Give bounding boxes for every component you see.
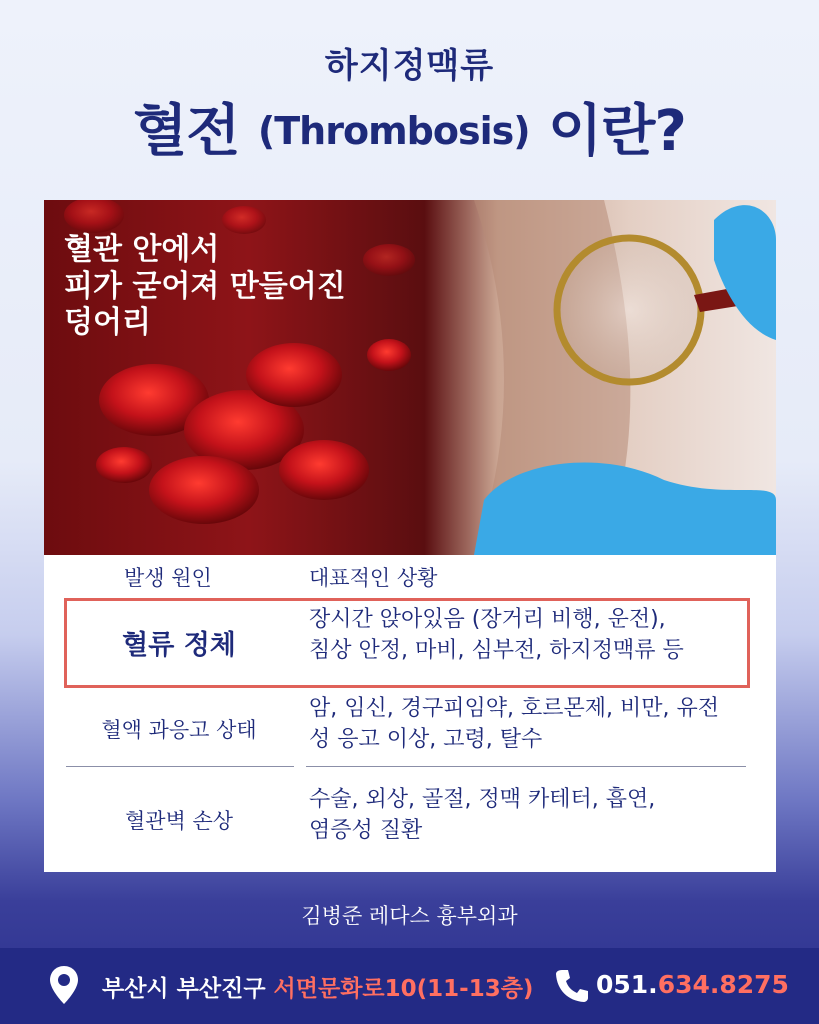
situation-text	[309, 694, 719, 756]
page-title	[0, 101, 819, 163]
title-ko-part2: 이란?	[548, 99, 686, 164]
header	[0, 38, 819, 163]
blood-cell-shape	[279, 440, 369, 500]
situation-line: 장시간 앉아있음 (장거리 비행, 운전),	[309, 607, 666, 632]
situation-text	[309, 785, 655, 847]
situation-line: 침상 안정, 마비, 심부전, 하지정맥류 등	[309, 637, 684, 663]
blood-cell-shape	[222, 206, 266, 234]
blood-cell-shape	[64, 200, 124, 233]
footer-bar	[0, 948, 819, 1024]
row-divider	[306, 766, 746, 767]
row-divider	[66, 766, 294, 767]
hero-caption	[64, 232, 346, 342]
info-card	[44, 200, 776, 872]
hero-line: 덩어리	[64, 305, 151, 341]
clinic-name: 김병준 레다스 흉부외과	[301, 904, 518, 928]
address-highlight: 서면문화로10(11-13층)	[273, 976, 534, 1002]
column-header-situation: 대표적인 상황	[309, 566, 438, 590]
phone-icon	[556, 968, 588, 1002]
blood-cell-shape	[367, 339, 411, 371]
blood-cell-shape	[96, 447, 152, 483]
blood-cell-shape	[149, 456, 259, 524]
situation-line: 성 응고 이상, 고령, 탈수	[309, 726, 543, 752]
page-subtitle: 하지정맥류	[324, 46, 495, 86]
location-pin-icon	[50, 966, 78, 1004]
title-ko-part1: 혈전	[133, 99, 240, 164]
column-header-cause: 발생 원인	[124, 566, 212, 590]
situation-line: 염증성 질환	[309, 817, 423, 843]
phone-prefix: 051.	[596, 970, 658, 999]
address-text[interactable]	[102, 970, 533, 1003]
cause-label: 혈액 과응고 상태	[101, 718, 257, 742]
situation-line: 암, 임신, 경구피임약, 호르몬제, 비만, 유전	[309, 696, 719, 721]
address-prefix: 부산시 부산진구	[102, 976, 274, 1002]
phone-highlight: 634.8275	[657, 970, 789, 999]
hero-image	[44, 200, 776, 555]
situation-line: 수술, 외상, 골절, 정맥 카테터, 흡연,	[309, 787, 656, 812]
blood-cell-shape	[246, 343, 342, 407]
glove-shape	[474, 463, 776, 555]
hero-line: 혈관 안에서	[64, 232, 220, 267]
situation-text	[309, 605, 684, 667]
title-en-part: (Thrombosis)	[257, 109, 530, 153]
cause-label: 혈관벽 손상	[124, 809, 234, 833]
table-header	[44, 560, 776, 596]
blood-cell-shape	[363, 244, 415, 276]
glove-shape	[714, 205, 776, 340]
hero-line: 피가 굳어져 만들어진	[64, 268, 346, 304]
phone-number[interactable]	[596, 970, 789, 999]
magnifying-glass-icon	[557, 238, 701, 382]
cause-label: 혈류 정체	[122, 630, 236, 661]
